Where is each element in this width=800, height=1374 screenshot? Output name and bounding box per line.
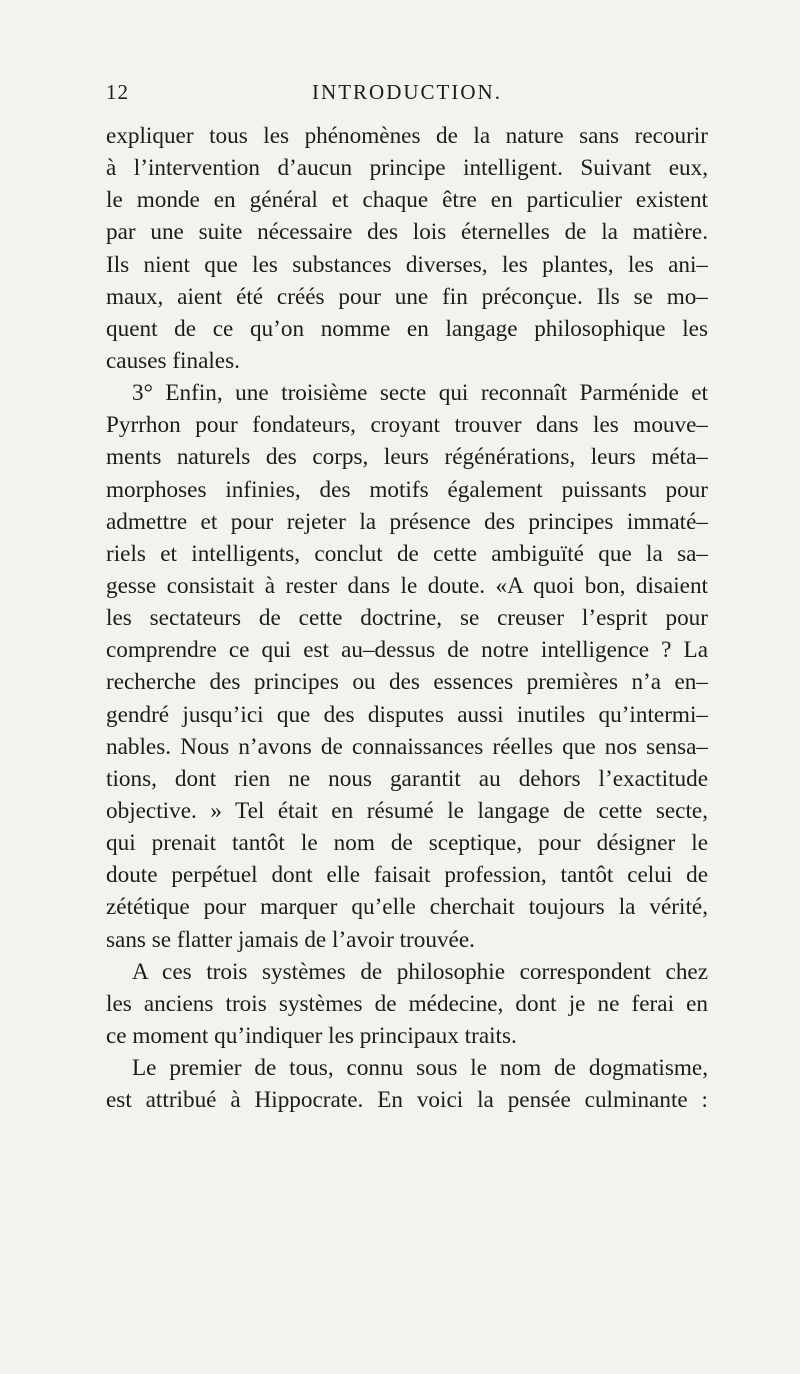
text-line: causes finales. — [106, 347, 240, 374]
text-line: A ces trois systèmes de philosophie correspondent chez — [132, 958, 708, 985]
text-line: ments naturels des corps, leurs régénérations, leurs méta– — [106, 444, 708, 471]
text-line: sans se flatter jamais de l’avoir trouvée. — [106, 926, 475, 953]
text-line: riels et intelligents, conclut de cette ambiguïté que la sa– — [106, 540, 708, 567]
page-number: 12 — [106, 80, 129, 104]
text-line: Ils nient que les substances diverses, les plantes, les ani– — [106, 251, 708, 278]
text-line: doute perpétuel dont elle faisait profession, tantôt celui de — [106, 862, 708, 889]
text-line: Le premier de tous, connu sous le nom de dogmatisme, — [132, 1055, 708, 1082]
text-line: le monde en général et chaque être en particulier existent — [106, 187, 708, 214]
text-line: gesse consistait à rester dans le doute. «A quoi bon, disaient — [106, 572, 708, 599]
text-line: les sectateurs de cette doctrine, se creuser l’esprit pour — [106, 605, 708, 632]
text-line: nables. Nous n’avons de connaissances réelles que nos sensa– — [106, 733, 708, 760]
text-line: objective. » Tel était en résumé le langage de cette secte, — [106, 797, 708, 824]
text-line: est attribué à Hippocrate. En voici la pensée culminante : — [106, 1087, 708, 1114]
text-line: recherche des principes ou des essences premières n’a en– — [106, 669, 708, 696]
text-line: Pyrrhon pour fondateurs, croyant trouver dans les mouve– — [106, 412, 708, 439]
text-line: zététique pour marquer qu’elle cherchait toujours la vérité, — [106, 894, 708, 921]
text-line: maux, aient été créés pour une fin préconçue. Ils se mo– — [106, 283, 708, 310]
text-line: comprendre ce qui est au–dessus de notre intelligence ? La — [106, 637, 708, 664]
text-line: qui prenait tantôt le nom de sceptique, pour désigner le — [106, 830, 708, 857]
text-line: à l’intervention d’aucun principe intelligent. Suivant eux, — [106, 155, 708, 182]
text-line: par une suite nécessaire des lois éternelles de la matière. — [106, 219, 708, 246]
text-line: quent de ce qu’on nomme en langage philosophique les — [106, 315, 708, 342]
text-line: morphoses infinies, des motifs également puissants pour — [106, 476, 708, 503]
page-header — [106, 80, 708, 110]
text-line: 3° Enfin, une troisième secte qui reconnaît Parménide et — [132, 380, 708, 407]
running-title: INTRODUCTION. — [312, 80, 502, 104]
body-text — [106, 120, 708, 1116]
text-line: ce moment qu’indiquer les principaux traits. — [106, 1022, 517, 1049]
text-line: les anciens trois systèmes de médecine, dont je ne ferai en — [106, 990, 708, 1017]
text-line: tions, dont rien ne nous garantit au dehors l’exactitude — [106, 765, 708, 792]
text-line: gendré jusqu’ici que des disputes aussi inutiles qu’intermi– — [106, 701, 708, 728]
text-line: expliquer tous les phénomènes de la nature sans recourir — [106, 123, 708, 149]
text-line: admettre et pour rejeter la présence des principes immaté– — [106, 508, 708, 535]
